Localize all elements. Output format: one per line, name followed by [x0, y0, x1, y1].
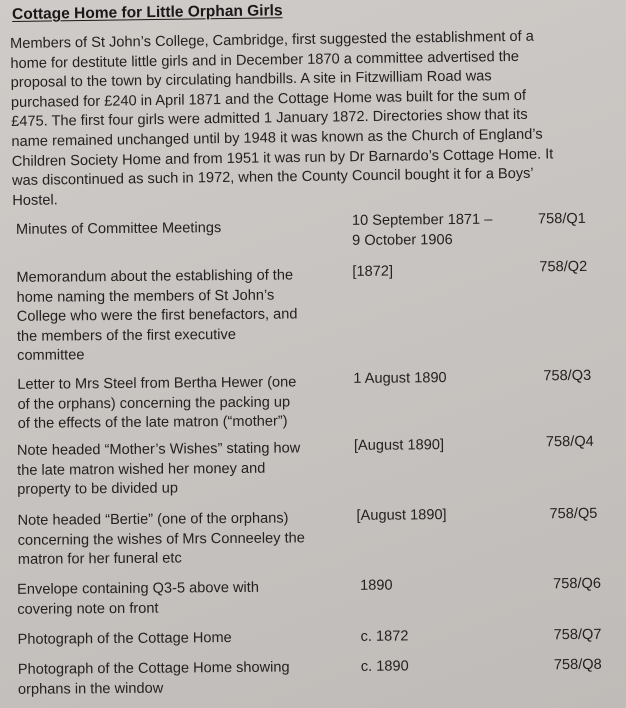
description-line: College who were the first benefactors, and [16, 306, 298, 326]
date-line: c. 1872 [360, 628, 409, 645]
entry-reference: 758/Q7 [553, 626, 602, 644]
entry-reference: 758/Q1 [537, 210, 586, 228]
entry-date [360, 626, 530, 647]
date-line: c. 1890 [360, 658, 409, 675]
description-line: Letter to Mrs Steel from Bertha Hewer (one [17, 374, 297, 393]
description-line: Photograph of the Cottage Home [17, 630, 232, 648]
entry-reference: 758/Q4 [545, 433, 594, 451]
catalogue-entry [4, 433, 626, 499]
date-line: [August 1890] [356, 507, 447, 524]
description-line: Note headed “Bertie” (one of the orphans) [17, 510, 289, 529]
description-line: matron for her funeral etc [17, 550, 182, 569]
entry-description [18, 658, 338, 700]
entry-description [16, 218, 336, 240]
description-line: of the orphans) concerning the packing up [17, 394, 291, 413]
entry-description [16, 266, 337, 367]
catalogue-entry [6, 626, 626, 648]
catalogue-entry [6, 656, 626, 698]
entry-date [353, 368, 523, 389]
intro-line: purchased for £240 in April 1871 and the Cottage Home was built for the sum of [10, 87, 527, 111]
intro-line: Children Society Home and from 1951 it was run by Dr Barnardo’s Cottage Home. It [11, 145, 554, 170]
catalogue-entry [3, 367, 626, 433]
intro-line: Members of St John’s College, Cambridge, first suggested the establishment of a [10, 28, 534, 52]
entry-description [17, 578, 337, 620]
entry-reference: 758/Q3 [543, 367, 592, 385]
intro-line: Hostel. [12, 192, 58, 209]
description-line: Note headed “Mother’s Wishes” stating how [16, 440, 301, 459]
entry-date [352, 210, 522, 251]
description-line: Photograph of the Cottage Home showing [17, 659, 290, 678]
description-line: of the effects of the late matron (“mother”) [17, 413, 288, 433]
entry-date [361, 656, 531, 677]
catalogue-entry [2, 210, 626, 249]
entry-date [360, 575, 530, 596]
date-line: 1890 [360, 577, 393, 594]
entry-reference: 758/Q6 [553, 575, 602, 593]
entry-date [356, 505, 526, 526]
description-line: Minutes of Committee Meetings [15, 220, 222, 238]
description-line: Envelope containing Q3-5 above with [17, 579, 259, 598]
date-line: 1 August 1890 [353, 370, 447, 387]
description-line: committee [17, 347, 85, 365]
date-line: 9 October 1906 [352, 231, 453, 249]
catalogue-entry [2, 258, 626, 365]
intro-line: proposal to the town by circulating handbills. A site in Fitzwilliam Road was [10, 68, 492, 92]
catalogue-entry [5, 575, 626, 618]
entry-description [18, 628, 338, 650]
description-line: Memorandum about the establishing of the [16, 267, 294, 286]
description-line: concerning the wishes of Mrs Conneeley the [17, 529, 305, 549]
entry-description [17, 509, 338, 571]
description-line: orphans in the window [17, 680, 164, 698]
entry-date [354, 435, 524, 456]
intro-line: was discontinued as such in 1972, when the County Council bought it for a Boys’ [11, 165, 534, 190]
entry-description [17, 439, 338, 501]
description-line: covering note on front [17, 600, 159, 618]
intro-line: £475. The first four girls were admitted 1 January 1872. Directories show that its [11, 107, 528, 131]
intro-line: home for destitute little girls and in December 1870 a committee advertised the [10, 48, 520, 72]
description-line: home naming the members of St John’s [16, 287, 275, 306]
entry-reference: 758/Q2 [539, 258, 588, 276]
entry-description [17, 373, 338, 435]
date-line: 10 September 1871 – [351, 211, 493, 229]
catalogue-entry [4, 505, 626, 569]
date-line: [1872] [352, 263, 394, 280]
date-line: [August 1890] [353, 437, 445, 454]
entry-reference: 758/Q5 [549, 505, 598, 523]
description-line: the late matron wished her money and [17, 460, 266, 479]
intro-line: name remained unchanged until by 1948 it was known as the Church of England’s [11, 126, 543, 150]
entry-date [352, 261, 522, 282]
document-title: Cottage Home for Little Orphan Girls [12, 2, 283, 23]
entry-reference: 758/Q8 [553, 656, 602, 674]
description-line: property to be divided up [17, 480, 178, 499]
description-line: the members of the first executive [16, 326, 236, 345]
